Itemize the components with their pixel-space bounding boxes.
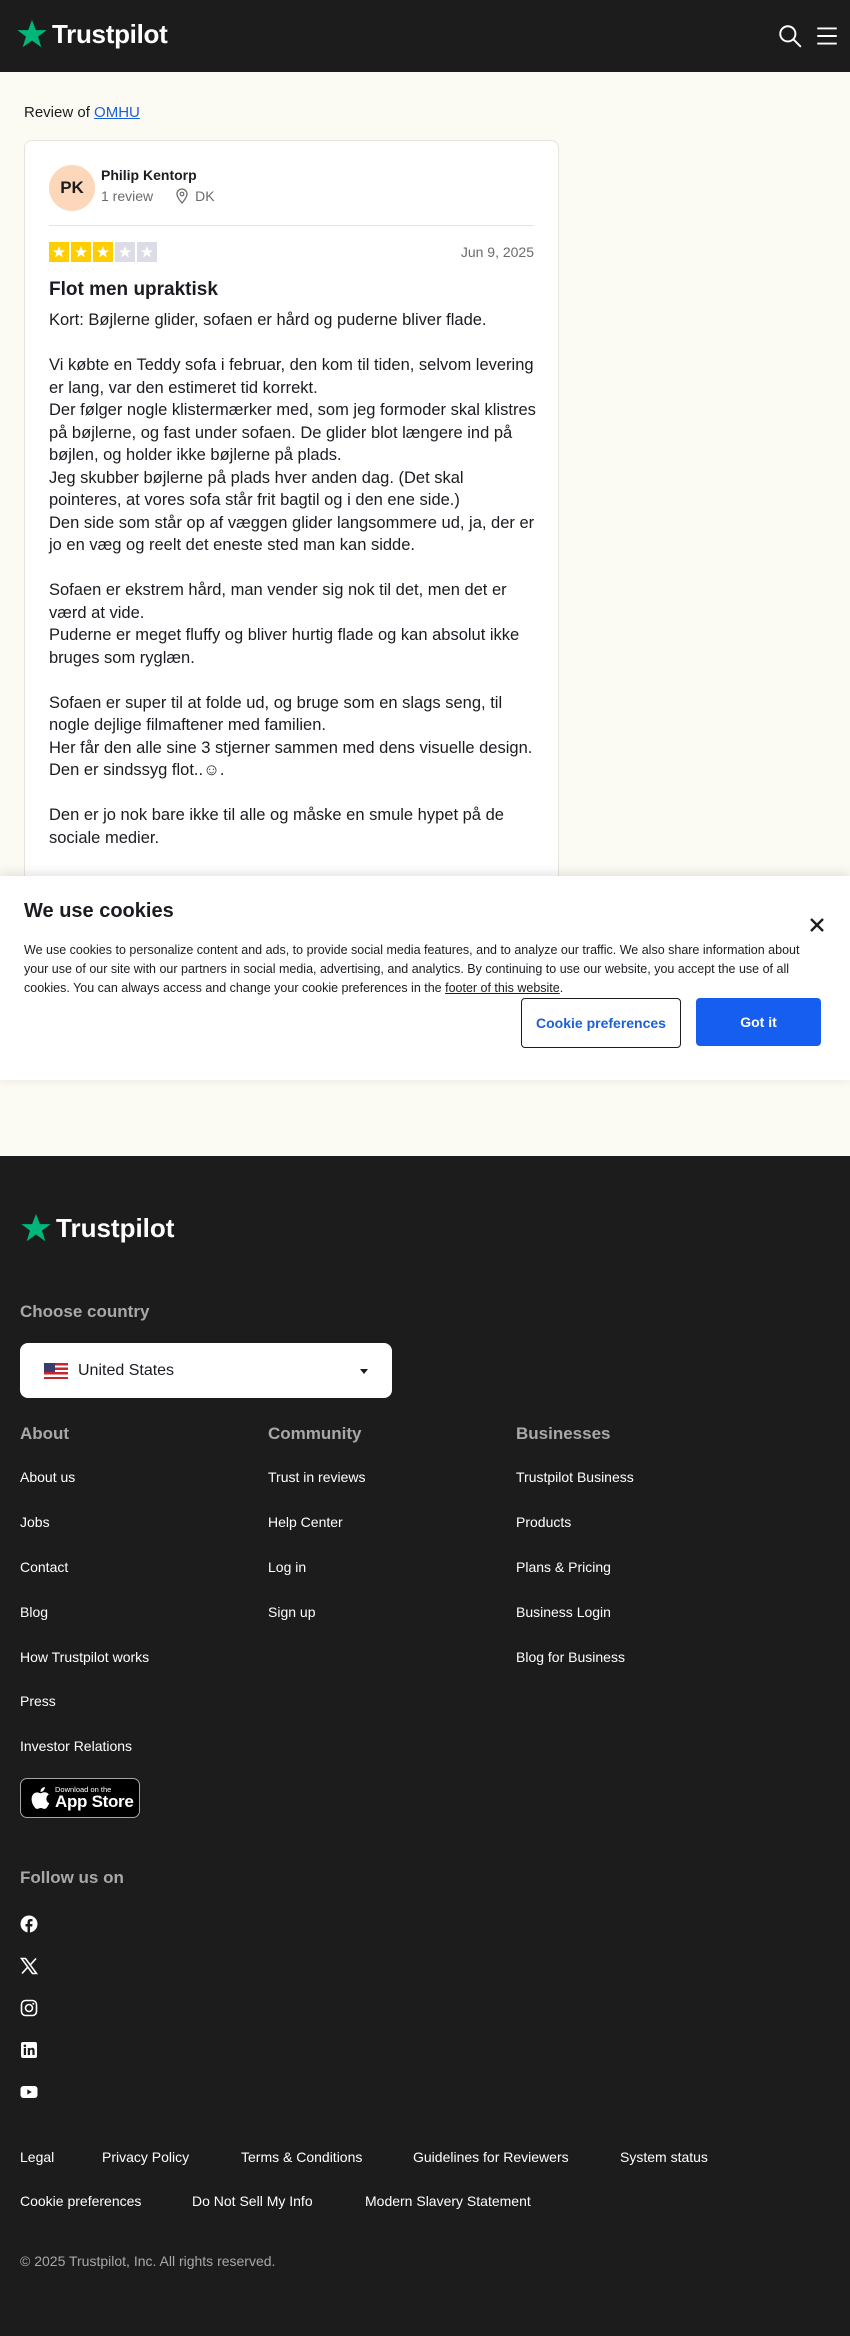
cookie-banner bbox=[0, 876, 850, 1080]
review-count: 1 review bbox=[101, 188, 154, 204]
footer-link-blog-for-business[interactable]: Blog for Business bbox=[516, 1649, 625, 1665]
accept-cookies-button[interactable]: Got it bbox=[696, 998, 821, 1046]
review-body bbox=[49, 309, 539, 894]
footer-link-about-us[interactable]: About us bbox=[20, 1469, 76, 1485]
footer-heading-businesses: Businesses bbox=[516, 1424, 611, 1443]
footer-link-trust-in-reviews[interactable]: Trust in reviews bbox=[268, 1469, 366, 1485]
trustpilot-logo[interactable] bbox=[16, 18, 167, 50]
review-card bbox=[24, 140, 559, 940]
avatar[interactable]: PK bbox=[49, 165, 95, 211]
location-pin-icon bbox=[175, 188, 189, 204]
divider bbox=[49, 225, 534, 226]
reviewer-meta bbox=[101, 188, 215, 204]
x-icon[interactable] bbox=[20, 1957, 38, 1975]
star-rating bbox=[49, 242, 157, 262]
search-icon[interactable] bbox=[777, 23, 803, 49]
legal-link-terms-conditions[interactable]: Terms & Conditions bbox=[241, 2149, 363, 2165]
facebook-icon[interactable] bbox=[20, 1915, 38, 1933]
cookie-banner-title: We use cookies bbox=[24, 900, 174, 922]
reviewer-country: DK bbox=[195, 188, 215, 204]
footer-link-jobs[interactable]: Jobs bbox=[20, 1514, 50, 1530]
review-paragraph: Sofaen er ekstrem hård, man vender sig nok til det, men det er værd at vide. Puderne er meget fluffy og bliver hurtig flade og kan absolut ikke bruges som ryglæn. bbox=[49, 581, 520, 667]
trustpilot-star-icon bbox=[16, 18, 48, 50]
close-icon[interactable] bbox=[808, 916, 826, 934]
app-store-badge[interactable] bbox=[20, 1778, 140, 1818]
review-paragraph: Vi købte en Teddy sofa i februar, den kom til tiden, selvom levering er lang, var den estimeret tid korrekt. Der følger nogle klistermærker med, som jeg formoder skal klistres på bøjlerne, og fast under sofaen. De glider blot længere ind på bøjlen, og holder ikke bøjlerne på plads. Jeg skubber bøjlerne på plads hver anden dag. (Det skal pointeres, at vores sofa står frit bagtil og i den ene side.) Den side som står op af væggen glider langsommere ud, ja, der er jo en væg og reelt det eneste sted man kan sidde. bbox=[49, 356, 536, 554]
reviewer-name[interactable]: Philip Kentorp bbox=[101, 167, 197, 183]
cookie-footer-link[interactable]: footer of this website bbox=[445, 981, 560, 995]
review-title: Flot men upraktisk bbox=[49, 279, 218, 300]
footer-heading-about: About bbox=[20, 1424, 70, 1443]
hamburger-menu-icon[interactable] bbox=[814, 23, 840, 49]
footer-link-contact[interactable]: Contact bbox=[20, 1559, 69, 1575]
app-store-big-text: App Store bbox=[55, 1792, 134, 1812]
footer-link-press[interactable]: Press bbox=[20, 1693, 56, 1709]
legal-link-system-status[interactable]: System status bbox=[620, 2149, 708, 2165]
instagram-icon[interactable] bbox=[20, 1999, 38, 2017]
cookie-preferences-button[interactable]: Cookie preferences bbox=[521, 998, 681, 1048]
country-select[interactable] bbox=[20, 1343, 392, 1398]
cookie-text-end: . bbox=[559, 981, 564, 995]
footer-link-products[interactable]: Products bbox=[516, 1514, 572, 1530]
review-paragraph: Sofaen er super til at folde ud, og bruge som en slags seng, til nogle dejlige filmaftener med familien. Her får den alle sine 3 stjerner sammen med dens visuelle design. Den er sindssyg flot..☺. bbox=[49, 693, 533, 779]
footer-heading-community: Community bbox=[268, 1424, 362, 1443]
chevron-down-icon bbox=[360, 1369, 368, 1374]
top-navigation-bar bbox=[0, 0, 850, 72]
footer-link-trustpilot-business[interactable]: Trustpilot Business bbox=[516, 1469, 634, 1485]
star-icon bbox=[49, 242, 69, 262]
footer bbox=[0, 1156, 850, 2336]
star-icon bbox=[71, 242, 91, 262]
legal-link-cookie-preferences[interactable]: Cookie preferences bbox=[20, 2193, 142, 2209]
follow-us-heading: Follow us on bbox=[20, 1868, 124, 1887]
star-icon bbox=[137, 242, 157, 262]
review-date: Jun 9, 2025 bbox=[460, 244, 534, 260]
youtube-icon[interactable] bbox=[20, 2083, 38, 2101]
choose-country-heading: Choose country bbox=[20, 1302, 150, 1321]
us-flag-icon bbox=[44, 1363, 68, 1379]
review-paragraph: Den er jo nok bare ikke til alle og måske en smule hypet på de sociale medier. bbox=[49, 806, 504, 847]
legal-link-do-not-sell[interactable]: Do Not Sell My Info bbox=[192, 2193, 313, 2209]
footer-trustpilot-logo[interactable] bbox=[20, 1212, 174, 1244]
footer-link-investor-relations[interactable]: Investor Relations bbox=[20, 1738, 133, 1754]
star-icon bbox=[93, 242, 113, 262]
review-of-line bbox=[24, 104, 140, 121]
legal-link-legal[interactable]: Legal bbox=[20, 2149, 55, 2165]
trustpilot-star-icon bbox=[20, 1212, 52, 1244]
review-paragraph: Kort: Bøjlerne glider, sofaen er hård og puderne bliver flade. bbox=[49, 311, 487, 329]
company-link[interactable]: OMHU bbox=[94, 104, 140, 121]
trustpilot-wordmark: Trustpilot bbox=[52, 18, 168, 49]
app-store-small-text: Download on the bbox=[55, 1784, 112, 1794]
trustpilot-wordmark: Trustpilot bbox=[56, 1212, 175, 1243]
footer-link-sign-up[interactable]: Sign up bbox=[268, 1604, 316, 1620]
legal-link-privacy-policy[interactable]: Privacy Policy bbox=[102, 2149, 190, 2165]
cookie-banner-text bbox=[24, 941, 814, 998]
footer-link-how-trustpilot-works[interactable]: How Trustpilot works bbox=[20, 1649, 150, 1665]
legal-link-guidelines-for-reviewers[interactable]: Guidelines for Reviewers bbox=[413, 2149, 569, 2165]
apple-icon bbox=[30, 1786, 50, 1810]
copyright: © 2025 Trustpilot, Inc. All rights reserved. bbox=[20, 2253, 276, 2269]
review-of-prefix: Review of bbox=[24, 104, 90, 121]
linkedin-icon[interactable] bbox=[20, 2041, 38, 2059]
footer-link-log-in[interactable]: Log in bbox=[268, 1559, 307, 1575]
footer-link-blog[interactable]: Blog bbox=[20, 1604, 49, 1620]
legal-link-modern-slavery-statement[interactable]: Modern Slavery Statement bbox=[365, 2193, 531, 2209]
footer-link-plans-pricing[interactable]: Plans & Pricing bbox=[516, 1559, 611, 1575]
selected-country: United States bbox=[78, 1361, 175, 1379]
cookie-text-main: We use cookies to personalize content and ads, to provide social media features, and to analyze our traffic. We also share information about your use of our site with our partners in social media, advertising, and analytics. By continuing to use our website, you accept the use of all cookies. You can always access and change your cookie preferences in the bbox=[24, 943, 800, 995]
star-icon bbox=[115, 242, 135, 262]
footer-link-business-login[interactable]: Business Login bbox=[516, 1604, 611, 1620]
footer-link-help-center[interactable]: Help Center bbox=[268, 1514, 343, 1530]
